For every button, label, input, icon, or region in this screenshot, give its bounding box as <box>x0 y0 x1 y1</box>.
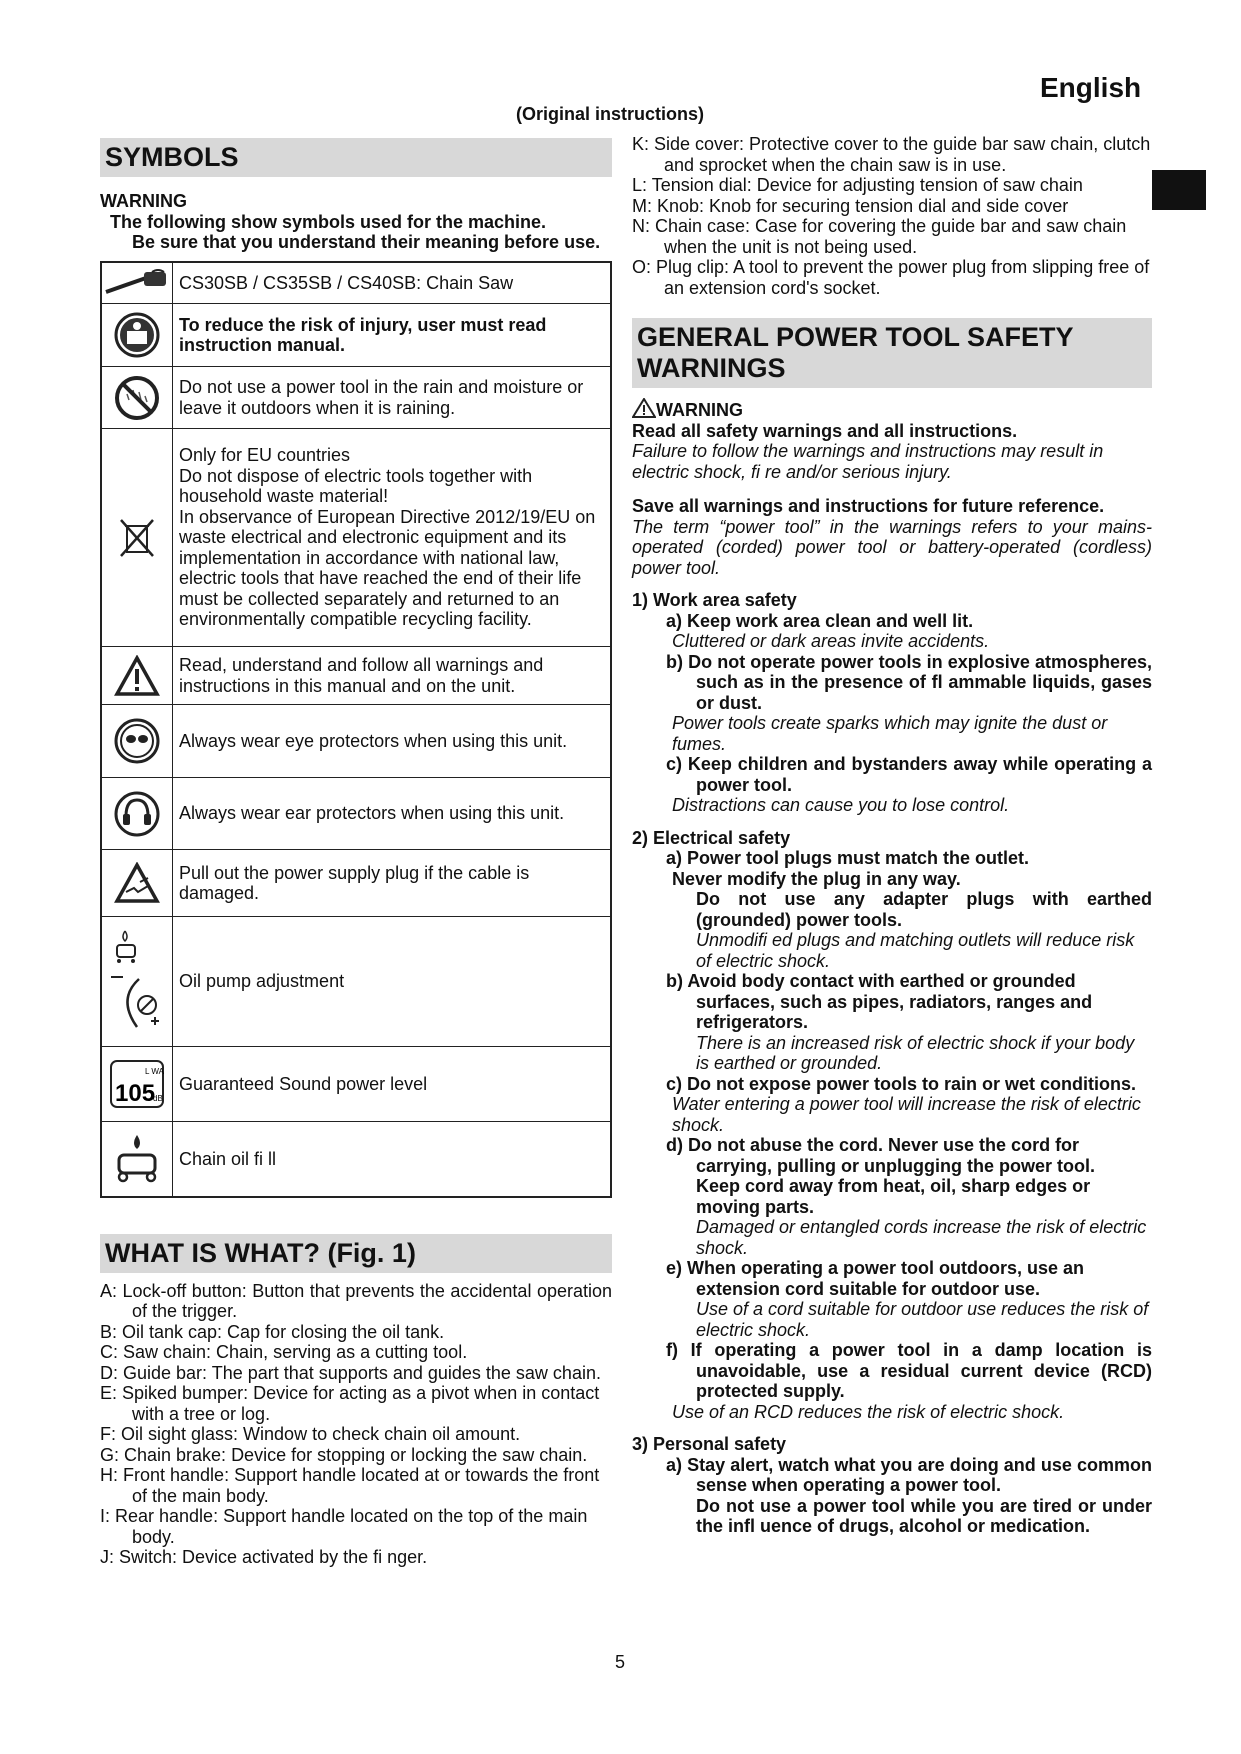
symbol-text: Only for EU countries Do not dispose of electric tools together with household waste material! In observance of European Directive 2012/19/EU on waste electrical and electronic equipment and its implementation in accordance with national law, electric tools that have reached the end of their life must be collected separately and returned to an environmentally compatible recycling facility. <box>173 429 612 647</box>
symbol-text: Oil pump adjustment <box>173 917 612 1047</box>
subitem: b) Do not operate power tools in explosive atmospheres, such as in the presence of fl ammable liquids, gases or dust. <box>666 651 1152 713</box>
list-item: B: Oil tank cap: Cap for closing the oil tank. <box>100 1321 445 1342</box>
list-item: H: Front handle: Support handle located at or towards the front of the main body. <box>100 1465 600 1506</box>
symbols-warning: WARNING <box>100 191 187 211</box>
sound-power-db: dB <box>153 1094 163 1103</box>
general-safety-heading: GENERAL POWER TOOL SAFETY WARNINGS <box>632 318 1152 388</box>
symbols-heading: SYMBOLS <box>100 138 612 177</box>
subitem-desc: Damaged or entangled cords increase the risk of electric shock. <box>696 1217 1147 1258</box>
sound-power-value: 105 <box>115 1080 156 1107</box>
term-text: The term “power tool” in the warnings refers to your mains-operated (corded) power tool or battery-operated (cordless) power tool. <box>632 516 1152 578</box>
warning-triangle-icon <box>101 647 173 705</box>
symbol-text: Guaranteed Sound power level <box>173 1047 612 1122</box>
no-rain-icon <box>101 367 173 429</box>
list-item: D: Guide bar: The part that supports and guides the saw chain. <box>100 1362 601 1383</box>
list-item: M: Knob: Knob for securing tension dial and side cover <box>632 195 1069 216</box>
symbol-text: Always wear eye protectors when using this unit. <box>173 705 612 778</box>
list-item: E: Spiked bumper: Device for acting as a pivot when in contact with a tree or log. <box>100 1383 600 1424</box>
warning-text: WARNING <box>656 400 743 420</box>
page-number: 5 <box>615 1652 626 1672</box>
read-manual-icon <box>101 304 173 367</box>
what-is-what-list-right <box>632 134 1152 298</box>
oil-pump-adjust-icon <box>101 917 173 1047</box>
eye-protection-icon <box>101 705 173 778</box>
subitem: a) Stay alert, watch what you are doing and use common sense when operating a power tool. <box>666 1454 1152 1495</box>
subitem: c) Do not expose power tools to rain or wet conditions. <box>666 1073 1137 1094</box>
chain-oil-icon <box>101 1122 173 1197</box>
subitem-desc: Use of a cord suitable for outdoor use reduces the risk of electric shock. <box>696 1299 1149 1340</box>
save-text: Save all warnings and instructions for future reference. <box>632 496 1105 516</box>
warning-triangle-icon <box>632 398 656 418</box>
subitem-desc: Water entering a power tool will increase the risk of electric shock. <box>672 1094 1141 1135</box>
symbol-row <box>101 1047 611 1122</box>
original-instructions-label: (Original instructions) <box>516 104 705 124</box>
crossed-bin-icon <box>101 429 173 647</box>
subitem-desc: Use of an RCD reduces the risk of electric shock. <box>672 1401 1065 1422</box>
read-all-text: Read all safety warnings and all instructions. <box>632 420 1018 441</box>
list-item: F: Oil sight glass: Window to check chain oil amount. <box>100 1424 521 1444</box>
list-item: N: Chain case: Case for covering the guide bar and saw chain when the unit is not being used. <box>632 216 1127 257</box>
list-item: A: Lock-off button: Button that prevents the accidental operation of the trigger. <box>100 1280 612 1321</box>
symbol-text: Pull out the power supply plug if the cable is damaged. <box>173 850 612 917</box>
symbol-text: Always wear ear protectors when using this unit. <box>173 778 612 850</box>
subitem-line: Keep cord away from heat, oil, sharp edges or moving parts. <box>696 1176 1091 1217</box>
subitem-desc: Unmodifi ed plugs and matching outlets will reduce risk of electric shock. <box>696 930 1135 971</box>
subitem: f) If operating a power tool in a damp location is unavoidable, use a residual current device (RCD) protected supply. <box>666 1340 1152 1401</box>
subitem-line: Do not use a power tool while you are tired or under the infl uence of drugs, alcohol or medication. <box>696 1495 1152 1536</box>
list-item: C: Saw chain: Chain, serving as a cutting tool. <box>100 1342 468 1362</box>
what-is-what-list-left <box>100 1281 612 1568</box>
list-item: L: Tension dial: Device for adjusting tension of saw chain <box>632 175 1083 195</box>
symbols-intro-2: Be sure that you understand their meaning before use. <box>132 232 601 252</box>
symbol-row <box>101 304 611 367</box>
page-tab-marker <box>1152 170 1206 210</box>
symbol-text: Chain oil fi ll <box>173 1122 612 1197</box>
symbol-row <box>101 705 611 778</box>
subitem-desc: Cluttered or dark areas invite accidents. <box>672 631 990 651</box>
subitem-desc: There is an increased risk of electric shock if your body is earthed or grounded. <box>696 1032 1135 1073</box>
subitem: d) Do not abuse the cord. Never use the cord for carrying, pulling or unplugging the power tool. <box>666 1135 1095 1176</box>
symbols-table <box>100 261 612 1198</box>
symbol-text: CS30SB / CS35SB / CS40SB: Chain Saw <box>173 262 612 304</box>
general-warning-label <box>632 398 1152 421</box>
symbol-text: Read, understand and follow all warnings and instructions in this manual and on the unit. <box>173 647 612 705</box>
left-column <box>100 138 612 1568</box>
list-item: K: Side cover: Protective cover to the guide bar saw chain, clutch and sprocket when the chain saw is in use. <box>632 134 1151 175</box>
subitem: b) Avoid body contact with earthed or grounded surfaces, such as pipes, radiators, ranges and refrigerators. <box>666 971 1093 1032</box>
language-label: English <box>1040 72 1142 103</box>
work-area-section-title: 1) Work area safety <box>632 590 797 610</box>
right-column <box>632 134 1152 1537</box>
sound-power-unit: L WA <box>145 1067 164 1076</box>
sound-power-icon <box>101 1047 173 1122</box>
list-item: J: Switch: Device activated by the fi nger. <box>100 1547 428 1567</box>
symbol-row <box>101 647 611 705</box>
symbol-row <box>101 367 611 429</box>
subitem: a) Keep work area clean and well lit. <box>666 610 974 631</box>
symbol-row <box>101 917 611 1047</box>
list-item: O: Plug clip: A tool to prevent the power plug from slipping free of an extension cord's socket. <box>632 257 1150 298</box>
subitem-desc: Power tools create sparks which may ignite the dust or fumes. <box>672 713 1108 754</box>
symbol-row <box>101 778 611 850</box>
what-is-what-heading: WHAT IS WHAT? (Fig. 1) <box>100 1234 612 1273</box>
subitem: e) When operating a power tool outdoors, use an extension cord suitable for outdoor use. <box>666 1258 1085 1299</box>
electrical-section-title: 2) Electrical safety <box>632 827 791 848</box>
symbol-row <box>101 850 611 917</box>
symbol-text: To reduce the risk of injury, user must read instruction manual. <box>173 304 612 367</box>
chain-saw-icon <box>101 262 173 304</box>
list-item: G: Chain brake: Device for stopping or locking the saw chain. <box>100 1444 588 1465</box>
failure-text: Failure to follow the warnings and instructions may result in electric shock, fi re and/or serious injury. <box>632 441 1104 482</box>
list-item: I: Rear handle: Support handle located on the top of the main body. <box>100 1506 588 1547</box>
symbol-text: Do not use a power tool in the rain and moisture or leave it outdoors when it is raining. <box>173 367 612 429</box>
subitem: a) Power tool plugs must match the outlet. <box>666 848 1030 868</box>
subitem: c) Keep children and bystanders away while operating a power tool. <box>666 754 1152 795</box>
symbols-intro-1: The following show symbols used for the machine. <box>110 211 547 232</box>
damaged-cable-icon <box>101 850 173 917</box>
subitem-line: Do not use any adapter plugs with earthed (grounded) power tools. <box>696 889 1152 930</box>
ear-protection-icon <box>101 778 173 850</box>
symbol-row <box>101 262 611 304</box>
subitem-desc: Distractions can cause you to lose control. <box>672 795 1010 815</box>
symbol-row <box>101 1122 611 1197</box>
subitem-line: Never modify the plug in any way. <box>672 868 961 889</box>
symbol-row <box>101 429 611 647</box>
personal-section-title: 3) Personal safety <box>632 1434 787 1454</box>
